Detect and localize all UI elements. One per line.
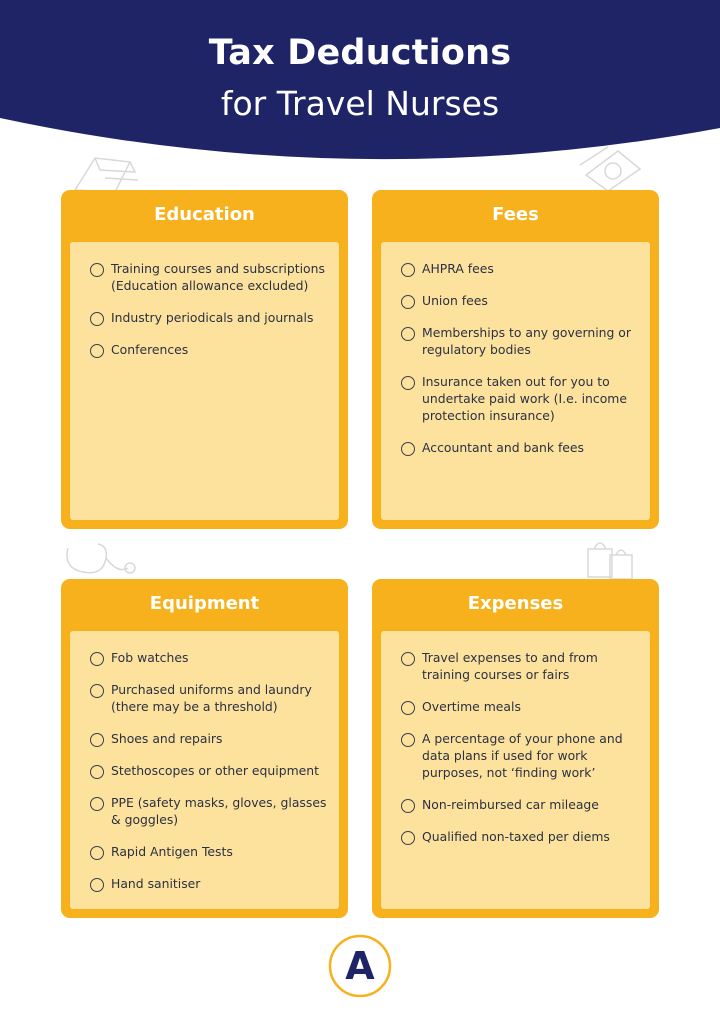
- fees-item: [401, 292, 642, 309]
- expenses-item: [401, 649, 642, 683]
- checkbox-circle-icon: [90, 878, 104, 892]
- education-item: [90, 309, 331, 326]
- checkbox-circle-icon: [90, 846, 104, 860]
- checkbox-circle-icon: [90, 312, 104, 326]
- equipment-item-text: Shoes and repairs: [111, 731, 223, 746]
- stethoscope-icon: [58, 538, 143, 580]
- fees-item: [401, 260, 642, 277]
- expenses-item-text: Travel expenses to and from training courses or fairs: [422, 650, 598, 682]
- equipment-item: [90, 843, 331, 860]
- checkbox-circle-icon: [401, 831, 415, 845]
- header-banner: [0, 0, 720, 165]
- expenses-title: Expenses: [467, 593, 564, 614]
- fees-item: [401, 439, 642, 456]
- expenses-body: [381, 631, 650, 909]
- checkbox-circle-icon: [90, 263, 104, 277]
- checkbox-circle-icon: [401, 376, 415, 390]
- fees-item: [401, 324, 642, 358]
- equipment-item: [90, 762, 331, 779]
- education-item-text: Industry periodicals and journals: [111, 310, 314, 325]
- fees-item-text: Insurance taken out for you to undertake paid work (I.e. income protection insurance): [422, 374, 627, 423]
- equipment-item-text: Stethoscopes or other equipment: [111, 763, 319, 778]
- logo-letter: A: [345, 944, 375, 988]
- shopping-bags-icon: [580, 535, 640, 580]
- page-title: Tax Deductions: [208, 33, 512, 73]
- books-icon: [70, 150, 150, 195]
- equipment-item: [90, 649, 331, 666]
- expenses-item-text: Qualified non-taxed per diems: [422, 829, 610, 844]
- fees-list: [401, 260, 642, 471]
- fees-item-text: Accountant and bank fees: [422, 440, 585, 455]
- equipment-card: [61, 579, 348, 918]
- checkbox-circle-icon: [90, 733, 104, 747]
- fees-item-text: AHPRA fees: [422, 261, 494, 276]
- equipment-item-text: Purchased uniforms and laundry (there may be a threshold): [111, 682, 312, 714]
- fees-item: [401, 373, 642, 424]
- equipment-item-text: Hand sanitiser: [111, 876, 201, 891]
- money-icon: [578, 145, 648, 193]
- checkbox-circle-icon: [401, 263, 415, 277]
- checkbox-circle-icon: [90, 344, 104, 358]
- education-card: [61, 190, 348, 529]
- checkbox-circle-icon: [90, 797, 104, 811]
- expenses-item-text: Non-reimbursed car mileage: [422, 797, 599, 812]
- page-subtitle: for Travel Nurses: [220, 84, 500, 123]
- equipment-item-text: Rapid Antigen Tests: [111, 844, 233, 859]
- expenses-item: [401, 828, 642, 845]
- expenses-card: [372, 579, 659, 918]
- checkbox-circle-icon: [401, 701, 415, 715]
- expenses-list: [401, 649, 642, 860]
- equipment-item: [90, 681, 331, 715]
- equipment-item: [90, 794, 331, 828]
- checkbox-circle-icon: [90, 652, 104, 666]
- fees-title: Fees: [492, 204, 539, 225]
- expenses-item-text: A percentage of your phone and data plans if used for work purposes, not ‘finding work’: [422, 731, 623, 780]
- checkbox-circle-icon: [401, 295, 415, 309]
- checkbox-circle-icon: [401, 442, 415, 456]
- fees-item-text: Memberships to any governing or regulatory bodies: [422, 325, 631, 357]
- equipment-item: [90, 730, 331, 747]
- education-item: [90, 260, 331, 294]
- equipment-item-text: PPE (safety masks, gloves, glasses & goggles): [111, 795, 327, 827]
- expenses-item: [401, 796, 642, 813]
- checkbox-circle-icon: [401, 733, 415, 747]
- education-item-text: Training courses and subscriptions (Education allowance excluded): [111, 261, 325, 293]
- education-item-text: Conferences: [111, 342, 189, 357]
- expenses-item: [401, 730, 642, 781]
- expenses-item: [401, 698, 642, 715]
- equipment-list: [90, 649, 331, 907]
- checkbox-circle-icon: [90, 684, 104, 698]
- expenses-item-text: Overtime meals: [422, 699, 521, 714]
- equipment-item: [90, 875, 331, 892]
- checkbox-circle-icon: [401, 652, 415, 666]
- equipment-item-text: Fob watches: [111, 650, 189, 665]
- equipment-title: Equipment: [149, 593, 260, 614]
- education-list: [90, 260, 331, 373]
- fees-item-text: Union fees: [422, 293, 488, 308]
- fees-body: [381, 242, 650, 520]
- education-title: Education: [154, 204, 255, 225]
- education-item: [90, 341, 331, 358]
- checkbox-circle-icon: [90, 765, 104, 779]
- header-background: [0, 0, 720, 165]
- education-body: [70, 242, 339, 520]
- equipment-body: [70, 631, 339, 909]
- brand-a-logo-icon: [328, 934, 392, 998]
- checkbox-circle-icon: [401, 799, 415, 813]
- checkbox-circle-icon: [401, 327, 415, 341]
- fees-card: [372, 190, 659, 529]
